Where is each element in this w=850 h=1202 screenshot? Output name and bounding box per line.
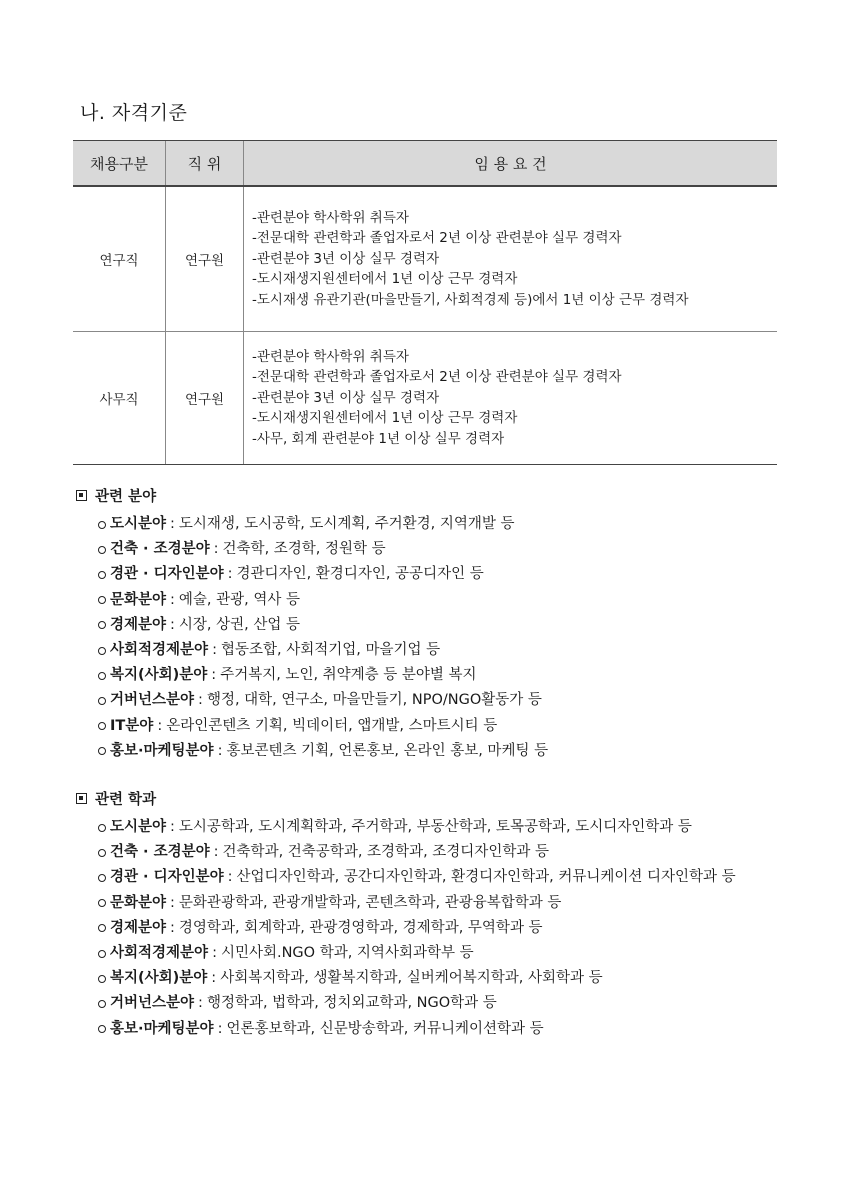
related-departments-title: 관련 학과	[95, 791, 157, 808]
requirement-line: -관련분야 학사학위 취득자	[252, 348, 409, 365]
table-header-row	[73, 141, 777, 187]
related-fields-section	[76, 485, 548, 764]
separator: :	[170, 894, 175, 911]
separator: :	[213, 541, 219, 558]
item-label: 경제분야	[110, 919, 167, 936]
separator: :	[170, 919, 175, 936]
header-position: 직 위	[166, 141, 244, 187]
requirement-line: -사무, 회계 관련분야 1년 이상 실무 경력자	[252, 430, 505, 447]
requirement-line: -전문대학 관련학과 졸업자로서 2년 이상 관련분야 실무 경력자	[252, 369, 622, 386]
qualification-table	[73, 140, 777, 465]
circle-bullet-icon	[98, 596, 106, 604]
circle-bullet-icon	[98, 747, 106, 755]
item-label: 경관 · 디자인분야	[110, 869, 224, 886]
row-position: 연구원	[166, 186, 244, 332]
related-departments-heading	[76, 788, 736, 808]
header-requirements: 임 용 요 건	[244, 141, 778, 187]
list-item	[98, 916, 736, 941]
circle-bullet-icon	[98, 521, 106, 529]
item-label: 경관 · 디자인분야	[110, 566, 224, 583]
item-text: 주거복지, 노인, 취약계층 등 분야별 복지	[220, 667, 477, 684]
circle-bullet-icon	[98, 546, 106, 554]
requirement-line: -관련분야 3년 이상 실무 경력자	[252, 389, 440, 406]
row-category: 연구직	[73, 186, 166, 332]
item-label: 거버넌스분야	[110, 995, 195, 1012]
item-text: 협동조합, 사회적기업, 마을기업 등	[220, 641, 441, 658]
circle-bullet-icon	[98, 950, 106, 958]
list-item	[98, 991, 736, 1016]
circle-bullet-icon	[98, 899, 106, 907]
list-item	[98, 891, 736, 916]
item-label: 도시분야	[110, 819, 167, 835]
separator: :	[170, 819, 175, 835]
item-label: 사회적경제분야	[110, 641, 209, 658]
circle-bullet-icon	[98, 722, 106, 730]
requirement-line: -도시재생지원센터에서 1년 이상 근무 경력자	[252, 410, 518, 427]
item-label: 홍보·마케팅분야	[110, 742, 214, 759]
item-text: 건축학과, 건축공학과, 조경학과, 조경디자인학과 등	[222, 844, 549, 861]
list-item	[98, 638, 548, 663]
separator: :	[198, 692, 203, 709]
related-fields-heading	[76, 485, 548, 505]
item-label: 도시분야	[110, 516, 167, 532]
item-label: 문화분야	[110, 591, 167, 608]
circle-bullet-icon	[98, 647, 106, 655]
separator: :	[227, 869, 233, 886]
related-departments-section	[76, 788, 736, 1042]
requirement-line: -전문대학 관련학과 졸업자로서 2년 이상 관련분야 실무 경력자	[252, 230, 622, 247]
list-item	[98, 941, 736, 966]
row-requirements	[244, 332, 778, 465]
list-item	[98, 688, 548, 713]
separator: :	[212, 944, 217, 961]
item-label: 홍보·마케팅분야	[110, 1020, 214, 1037]
separator: :	[212, 641, 217, 658]
related-fields-title: 관련 분야	[95, 488, 157, 505]
header-category: 채용구분	[73, 141, 166, 187]
separator: :	[227, 566, 233, 583]
requirement-line: -관련분야 학사학위 취득자	[252, 209, 409, 226]
list-item	[98, 663, 548, 688]
separator: :	[211, 970, 217, 987]
separator: :	[213, 844, 219, 861]
item-label: IT분야	[110, 717, 154, 734]
circle-bullet-icon	[98, 874, 106, 882]
item-text: 경관디자인, 환경디자인, 공공디자인 등	[236, 566, 484, 583]
item-label: 거버넌스분야	[110, 692, 195, 709]
requirement-line: -관련분야 3년 이상 실무 경력자	[252, 250, 440, 267]
item-text: 경영학과, 회계학과, 관광경영학과, 경제학과, 무역학과 등	[178, 919, 543, 936]
separator: :	[217, 1020, 223, 1037]
item-label: 경제분야	[110, 616, 167, 633]
item-text: 온라인콘텐츠 기획, 빅데이터, 앱개발, 스마트시티 등	[166, 717, 498, 734]
circle-bullet-icon	[98, 571, 106, 579]
circle-bullet-icon	[98, 1025, 106, 1033]
list-item	[98, 815, 736, 840]
circle-bullet-icon	[98, 697, 106, 705]
item-text: 행정, 대학, 연구소, 마을만들기, NPO/NGO활동가 등	[206, 692, 542, 709]
square-bullet-icon	[76, 793, 87, 804]
list-item	[98, 739, 548, 764]
list-item	[98, 588, 548, 613]
separator: :	[170, 516, 175, 532]
item-label: 건축 · 조경분야	[110, 844, 210, 861]
list-item	[98, 865, 736, 890]
item-label: 문화분야	[110, 894, 167, 911]
item-text: 건축학, 조경학, 정원학 등	[222, 541, 386, 558]
item-text: 도시공학과, 도시계획학과, 주거학과, 부동산학과, 토목공학과, 도시디자인학과 등	[178, 819, 692, 835]
item-label: 건축 · 조경분야	[110, 541, 210, 558]
circle-bullet-icon	[98, 975, 106, 983]
item-text: 행정학과, 법학과, 정치외교학과, NGO학과 등	[206, 995, 497, 1012]
circle-bullet-icon	[98, 621, 106, 629]
list-item	[98, 1017, 736, 1042]
list-item	[98, 613, 548, 638]
requirement-line: -도시재생 유관기관(마을만들기, 사회적경제 등)에서 1년 이상 근무 경력자	[252, 291, 689, 308]
circle-bullet-icon	[98, 924, 106, 932]
list-item	[98, 714, 548, 739]
separator: :	[157, 717, 163, 734]
item-text: 도시재생, 도시공학, 도시계획, 주거환경, 지역개발 등	[178, 516, 515, 532]
item-label: 복지(사회)분야	[110, 667, 208, 684]
requirement-line: -도시재생지원센터에서 1년 이상 근무 경력자	[252, 271, 518, 288]
list-item	[98, 537, 548, 562]
circle-bullet-icon	[98, 672, 106, 680]
row-requirements	[244, 186, 778, 332]
row-position: 연구원	[166, 332, 244, 465]
square-bullet-icon	[76, 490, 87, 501]
item-text: 문화관광학과, 관광개발학과, 콘텐츠학과, 관광융복합학과 등	[178, 894, 562, 911]
list-item	[98, 512, 548, 537]
related-fields-list	[98, 512, 548, 764]
item-text: 사회복지학과, 생활복지학과, 실버케어복지학과, 사회학과 등	[220, 970, 603, 987]
circle-bullet-icon	[98, 1000, 106, 1008]
list-item	[98, 562, 548, 587]
item-text: 산업디자인학과, 공간디자인학과, 환경디자인학과, 커뮤니케이션 디자인학과 등	[236, 869, 736, 886]
item-text: 언론홍보학과, 신문방송학과, 커뮤니케이션학과 등	[226, 1020, 544, 1037]
related-departments-list	[98, 815, 736, 1042]
separator: :	[170, 591, 175, 608]
item-text: 시장, 상권, 산업 등	[178, 616, 301, 633]
circle-bullet-icon	[98, 849, 106, 857]
separator: :	[170, 616, 175, 633]
list-item	[98, 840, 736, 865]
table-row	[73, 332, 777, 465]
table-row	[73, 186, 777, 332]
separator: :	[198, 995, 203, 1012]
separator: :	[211, 667, 217, 684]
row-category: 사무직	[73, 332, 166, 465]
item-text: 홍보콘텐츠 기획, 언론홍보, 온라인 홍보, 마케팅 등	[226, 742, 549, 759]
separator: :	[217, 742, 223, 759]
section-title: 나. 자격기준	[80, 102, 188, 124]
circle-bullet-icon	[98, 824, 106, 832]
item-label: 복지(사회)분야	[110, 970, 208, 987]
item-label: 사회적경제분야	[110, 944, 209, 961]
item-text: 시민사회.NGO 학과, 지역사회과학부 등	[220, 944, 474, 961]
list-item	[98, 966, 736, 991]
item-text: 예술, 관광, 역사 등	[178, 591, 301, 608]
